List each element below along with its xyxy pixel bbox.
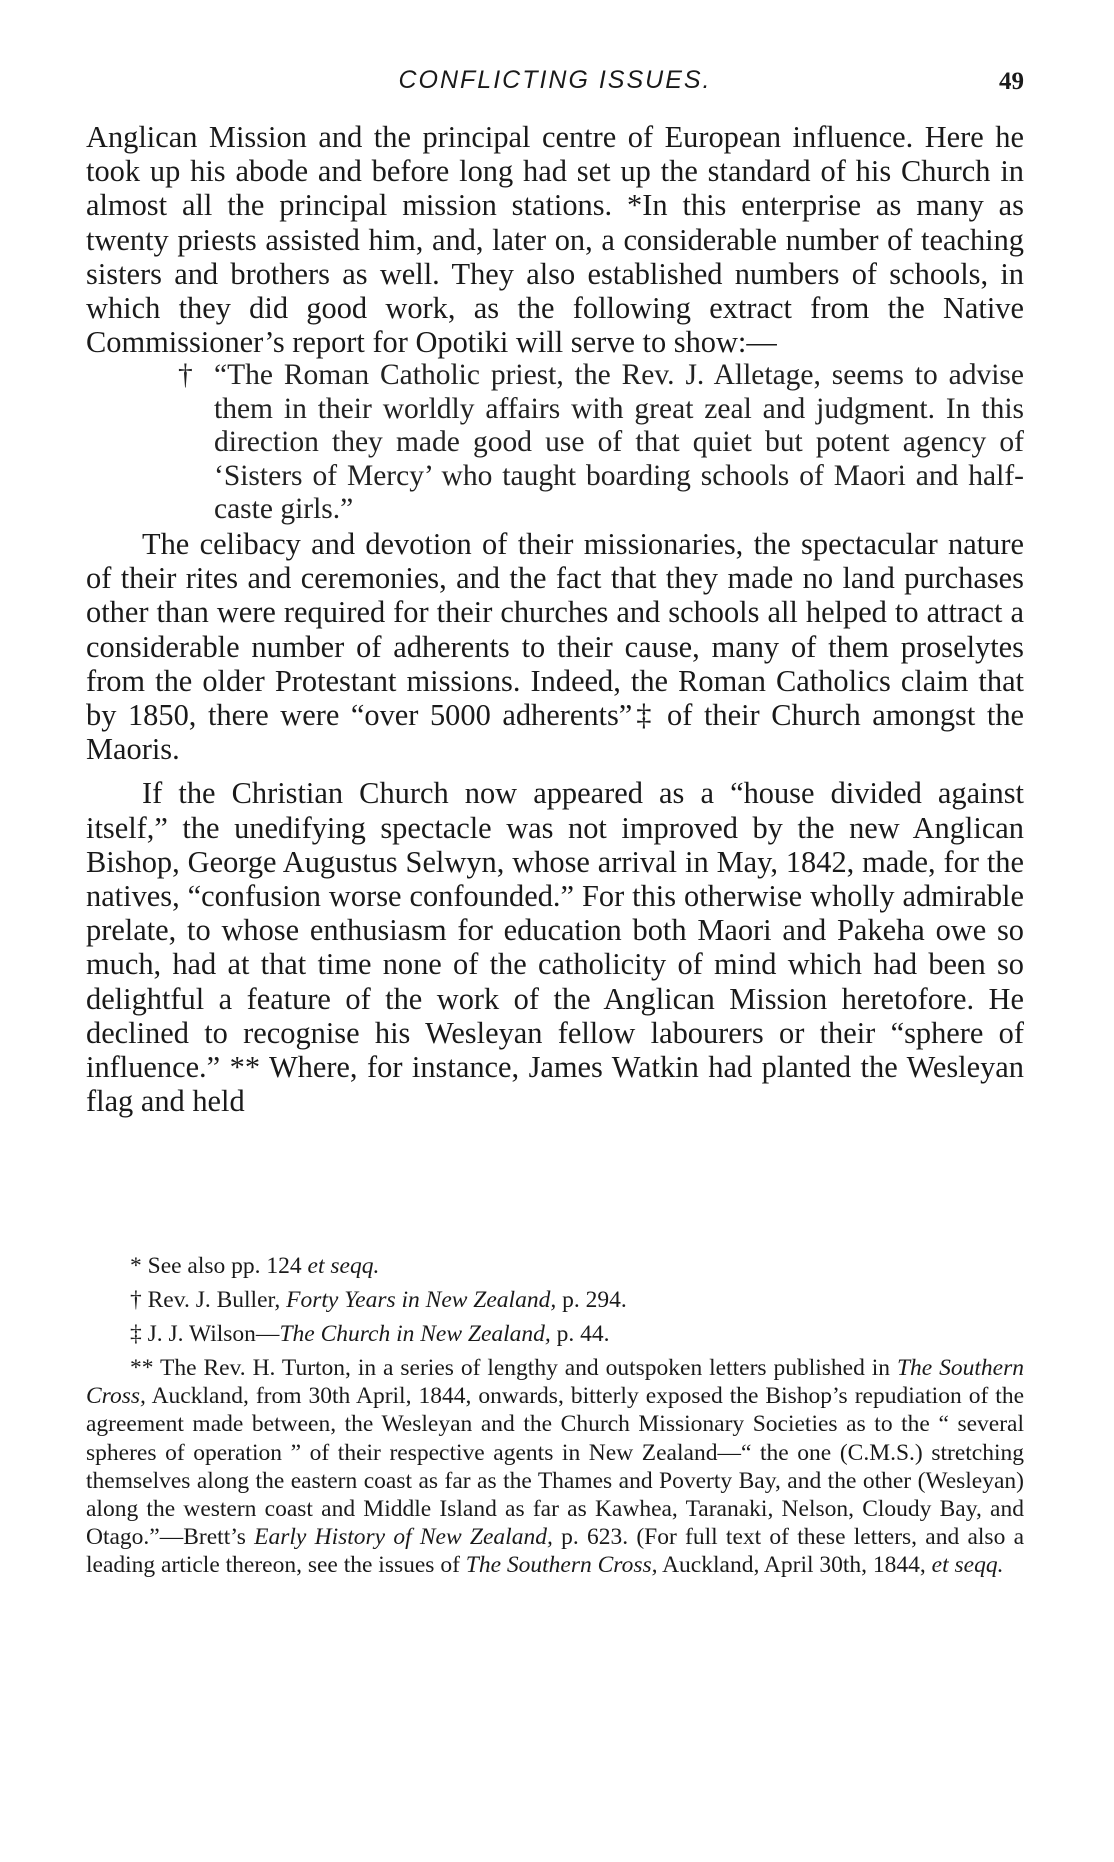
footnote-2-page: p. 294. xyxy=(556,1287,627,1314)
footnote-2-text: † Rev. J. Buller, xyxy=(130,1287,287,1314)
footnote-4-part-c: Auckland, from 30th April, 1844, onwards, bitterly exposed the Bishop’s repudiation of the agreement made between, the Wesleyan and the Church Missionary Societies as to the “ several spheres of operation ” of their respective agents in New Zealand—“ the one (C.M.S.) stretching themselves along the eastern coast as far as the Thames and Poverty Bay, and the other (Wesleyan) along the western coast and Middle Island as far as Kawhea, Taranaki, Nelson, Cloudy Bay, and Otago.”—Brett’s xyxy=(86,1383,1024,1550)
footnote-4-title-a: The Southern Cross, xyxy=(86,1355,1024,1410)
page-header xyxy=(86,66,1024,106)
footnote-2 xyxy=(86,1286,1024,1314)
footnote-3 xyxy=(86,1320,1024,1348)
main-text xyxy=(86,120,1024,1118)
paragraph-3: If the Christian Church now appeared as a “house divided against itself,” the unedifying spectacle was not improved by the new Anglican Bishop, George Augustus Selwyn, whose arrival in May, 1842, made, for the natives, “confusion worse confounded.” For this otherwise wholly admirable prelate, to whose enthusiasm for education both Maori and Pakeha owe so much, had at that time none of the catholicity of mind which had been so delightful a feature of the work of the Anglican Mission heretofore. He declined to recognise his Wesleyan fellow labourers or their “sphere of influence.” ** Where, for instance, James Watkin had planted the Wesleyan flag and held xyxy=(86,776,1024,1119)
footnote-4-part-g: Auckland, April 30th, 1844, xyxy=(657,1551,932,1578)
footnote-1 xyxy=(86,1252,1024,1280)
footnote-1-italic: et seqq. xyxy=(307,1253,380,1279)
footnote-4-part-e: p. 623. (For full text of these letters, and also a leading article thereon, see the issues of xyxy=(86,1523,1025,1578)
running-head: CONFLICTING ISSUES. xyxy=(398,66,712,94)
footnote-2-title: Forty Years in New Zealand, xyxy=(286,1287,557,1314)
footnote-3-page: p. 44. xyxy=(550,1321,610,1348)
footnote-4-italic-end: et seqq. xyxy=(931,1551,1004,1578)
footnotes xyxy=(86,1252,1024,1585)
footnote-1-text: * See also pp. 124 xyxy=(130,1253,308,1279)
block-quote xyxy=(178,359,1024,527)
paragraph-1: Anglican Mission and the principal centre of European influence. Here he took up his abode and before long had set up the standard of his Church in almost all the principal mission stations. *In this enterprise as many as twenty priests assisted him, and, later on, a considerable number of teaching sisters and brothers as well. They also established numbers of schools, in which they did good work, as the following extract from the Native Commissioner’s report for Opotiki will serve to show:— xyxy=(86,120,1024,360)
footnote-4 xyxy=(86,1354,1024,1579)
footnote-4-title-b: Early History of New Zealand, xyxy=(254,1523,553,1550)
footnote-3-title: The Church in New Zealand, xyxy=(279,1321,551,1348)
quote-footnote-mark: † xyxy=(178,359,193,392)
page-number: 49 xyxy=(999,68,1024,95)
paragraph-2: The celibacy and devotion of their missionaries, the spectacular nature of their rites and ceremonies, and the fact that they made no land purchases other than were required for their churches and schools all helped to attract a considerable number of adherents to their cause, many of them proselytes from the older Protestant missions. Indeed, the Roman Catholics claim that by 1850, there were “over 5000 adherents”‡ of their Church amongst the Maoris. xyxy=(86,526,1024,767)
footnote-4-part-a: ** The Rev. H. Turton, in a series of lengthy and outspoken letters published in xyxy=(130,1355,897,1382)
footnote-4-title-c: The Southern Cross, xyxy=(465,1551,658,1578)
footnote-3-text: ‡ J. J. Wilson— xyxy=(130,1321,280,1348)
quote-text: “The Roman Catholic priest, the Rev. J. Alletage, seems to advise them in their worldly affairs with great zeal and judgment. In this direction they made good use of that quiet but potent agency of ‘Sisters of Mercy’ who taught boarding schools of Maori and half-caste girls.” xyxy=(214,359,1024,526)
